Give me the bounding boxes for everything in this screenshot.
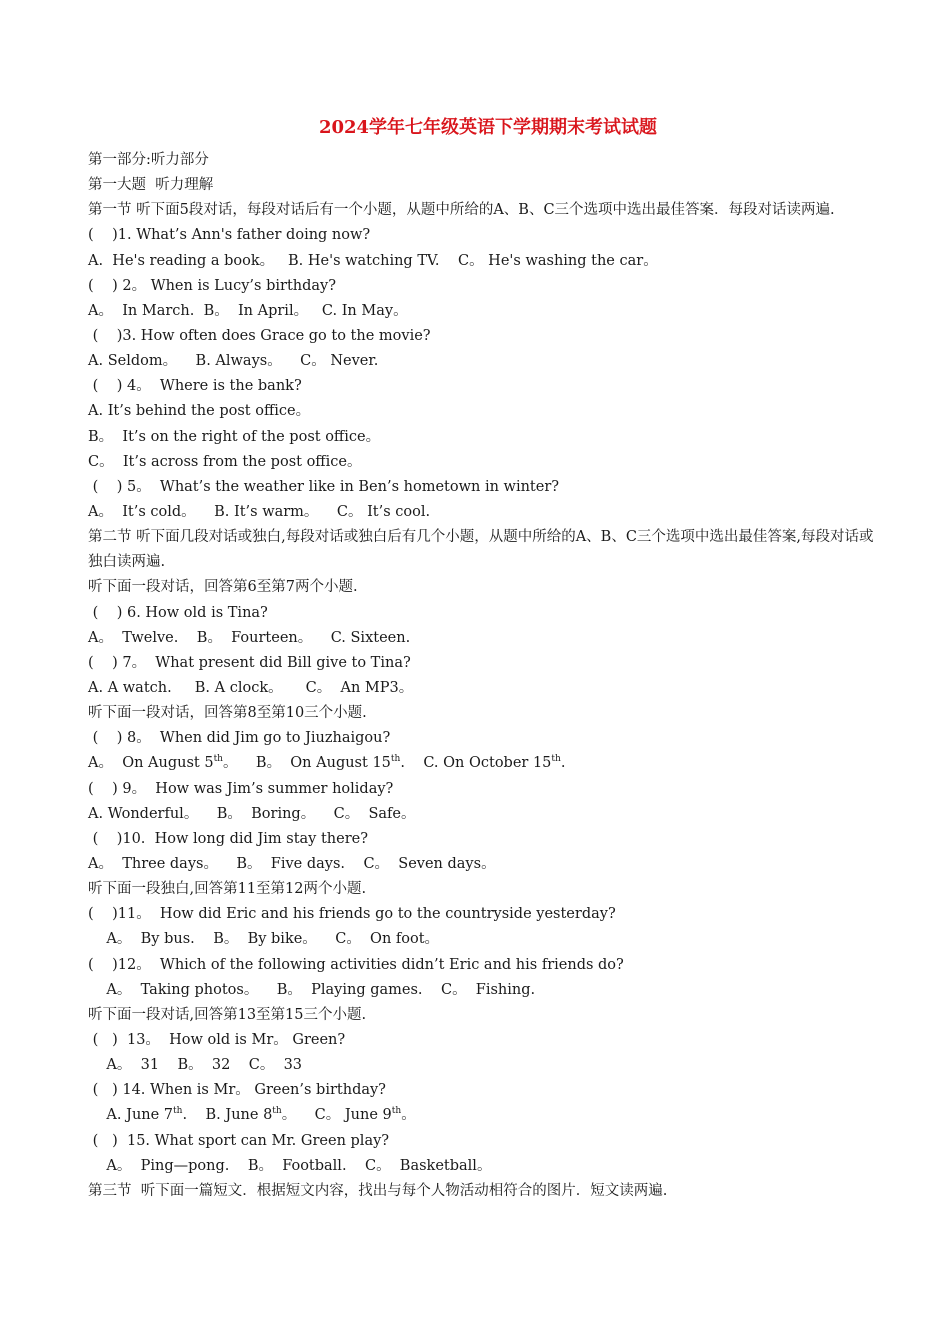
text-segment: 听下面一段对话，回答第8至第10三个小题. [88, 705, 367, 722]
text-line [88, 374, 878, 399]
text-line [88, 349, 878, 374]
text-line [88, 953, 878, 978]
text-segment: ( ) 15. What sport can Mr. Green play? [88, 1132, 390, 1149]
text-line [88, 751, 878, 776]
text-segment: A。 Twelve. B。 Fourteen。 C. Sixteen. [88, 629, 411, 646]
text-line [88, 902, 878, 927]
text-segment: A。 Ping—pong. B。 Football. C。 Basketball。 [88, 1157, 492, 1174]
text-line [88, 601, 878, 626]
text-line [88, 1129, 878, 1154]
text-segment: 第一部分:听力部分 [88, 152, 209, 168]
text-segment: 。 C。 June 9 [281, 1107, 392, 1124]
text-segment: A。 By bus. B。 By bike。 C。 On foot。 [88, 931, 440, 948]
text-line [88, 450, 878, 475]
text-line [88, 1053, 878, 1078]
text-line [88, 726, 878, 751]
text-line [88, 173, 878, 198]
text-line [88, 575, 878, 600]
text-segment: A。 31 B。 32 C。 33 [88, 1057, 303, 1074]
text-segment: A。 In March. B。 In April。 C. In May。 [88, 302, 408, 319]
text-segment: 听下面一段独白,回答第11至第12两个小题. [88, 881, 367, 898]
superscript: th [173, 1106, 183, 1117]
text-segment: . B. June 8 [182, 1107, 273, 1124]
text-segment: A。 On August 5 [88, 755, 214, 772]
text-segment: 。 [401, 1107, 416, 1124]
text-segment: B。 It’s on the right of the post office。 [88, 428, 381, 445]
superscript: th [272, 1106, 282, 1117]
text-line [88, 701, 878, 726]
text-line [88, 249, 878, 274]
text-line [88, 1028, 878, 1053]
text-line [88, 1154, 878, 1179]
text-segment: ( ) 8。 When did Jim go to Jiuzhaigou? [88, 730, 391, 747]
text-segment: ( ) 4。 Where is the bank? [88, 378, 302, 395]
text-line [88, 399, 878, 424]
text-line [88, 274, 878, 299]
page-title: 2024学年七年级英语下学期期末考试试题 [318, 117, 658, 138]
text-segment: 听下面一段对话,回答第13至第15三个小题. [88, 1006, 367, 1023]
superscript: th [213, 754, 223, 765]
text-segment: A. Seldom。 B. Always。 C。 Never. [88, 353, 379, 370]
text-line [88, 500, 878, 525]
text-segment: A. It’s behind the post office。 [88, 403, 311, 420]
superscript: th [551, 754, 561, 765]
text-segment: A. June 7 [88, 1107, 174, 1124]
text-segment: 第二节 听下面几段对话或独白,每段对话或独白后有几个小题，从题中所给的A、B、C三个选项中选出最佳答案,每段对话或独白读两遍. [88, 529, 874, 571]
text-line [88, 676, 878, 701]
text-line [88, 1078, 878, 1103]
text-segment: ( )1. What’s Ann's father doing now? [88, 227, 371, 244]
text-line [88, 827, 878, 852]
text-segment: 第三节 听下面一篇短文．根据短文内容，找出与每个人物活动相符合的图片．短文读两遍. [88, 1182, 668, 1199]
text-segment: ( ) 14. When is Mr。 Green’s birthday? [88, 1082, 386, 1099]
text-line [88, 626, 878, 651]
text-line [88, 299, 878, 324]
text-line [88, 1003, 878, 1028]
text-segment: ( )11。 How did Eric and his friends go to the countryside yesterday? [88, 906, 616, 923]
text-segment: ( ) 9。 How was Jim’s summer holiday? [88, 780, 394, 797]
superscript: th [390, 754, 401, 765]
text-segment: C。 It’s across from the post office。 [88, 453, 362, 470]
text-line [88, 198, 878, 223]
text-segment: A。 Taking photos。 B。 Playing games. C。 Fishing. [88, 981, 536, 998]
text-line [88, 1179, 878, 1204]
text-segment: 。 B。 On August 15 [222, 755, 391, 772]
text-line [88, 651, 878, 676]
text-segment: ( ) 2。 When is Lucy’s birthday? [88, 277, 337, 294]
text-line [88, 1103, 878, 1128]
text-line [88, 777, 878, 802]
text-segment: ( ) 7。 What present did Bill give to Tina? [88, 654, 411, 671]
text-line [88, 978, 878, 1003]
text-line [88, 324, 878, 349]
text-segment: 第一大题 听力理解 [88, 177, 214, 194]
text-segment: ( )12。 Which of the following activities didn’t Eric and his friends do? [88, 956, 624, 973]
text-segment: ( )3. How often does Grace go to the movie? [88, 328, 431, 344]
exam-content [88, 148, 878, 1204]
text-segment: . [560, 755, 566, 772]
text-line [88, 425, 878, 450]
text-segment: A. He's reading a book。 B. He's watching TV. C。 He's washing the car。 [88, 252, 658, 269]
text-segment: ( )10. How long did Jim stay there? [88, 830, 368, 847]
text-line [88, 475, 878, 500]
text-segment: . C. On October 15 [400, 755, 552, 772]
superscript: th [391, 1106, 402, 1117]
exam-page [88, 112, 878, 1204]
text-line [88, 852, 878, 877]
text-segment: 第一节 听下面5段对话，每段对话后有一个小题，从题中所给的A、B、C三个选项中选出最佳答案．每段对话读两遍. [88, 202, 835, 219]
text-segment: A。 It’s cold。 B. It’s warm。 C。 It’s cool. [88, 503, 431, 520]
text-line [88, 877, 878, 902]
text-line [88, 927, 878, 952]
text-line [88, 525, 878, 575]
text-segment: A。 Three days。 B。 Five days. C。 Seven days。 [88, 855, 496, 872]
text-segment: A. Wonderful。 B。 Boring。 C。 Safe。 [88, 805, 416, 822]
text-line [88, 223, 878, 248]
text-segment: A. A watch. B. A clock。 C。 An MP3。 [88, 680, 414, 696]
text-segment: ( ) 13。 How old is Mr。 Green? [88, 1031, 346, 1048]
text-segment: ( ) 5。 What’s the weather like in Ben’s hometown in winter? [88, 478, 560, 495]
text-line [88, 148, 878, 173]
text-line [88, 802, 878, 827]
text-segment: ( ) 6. How old is Tina? [88, 604, 268, 621]
text-segment: 听下面一段对话，回答第6至第7两个小题. [88, 579, 358, 596]
